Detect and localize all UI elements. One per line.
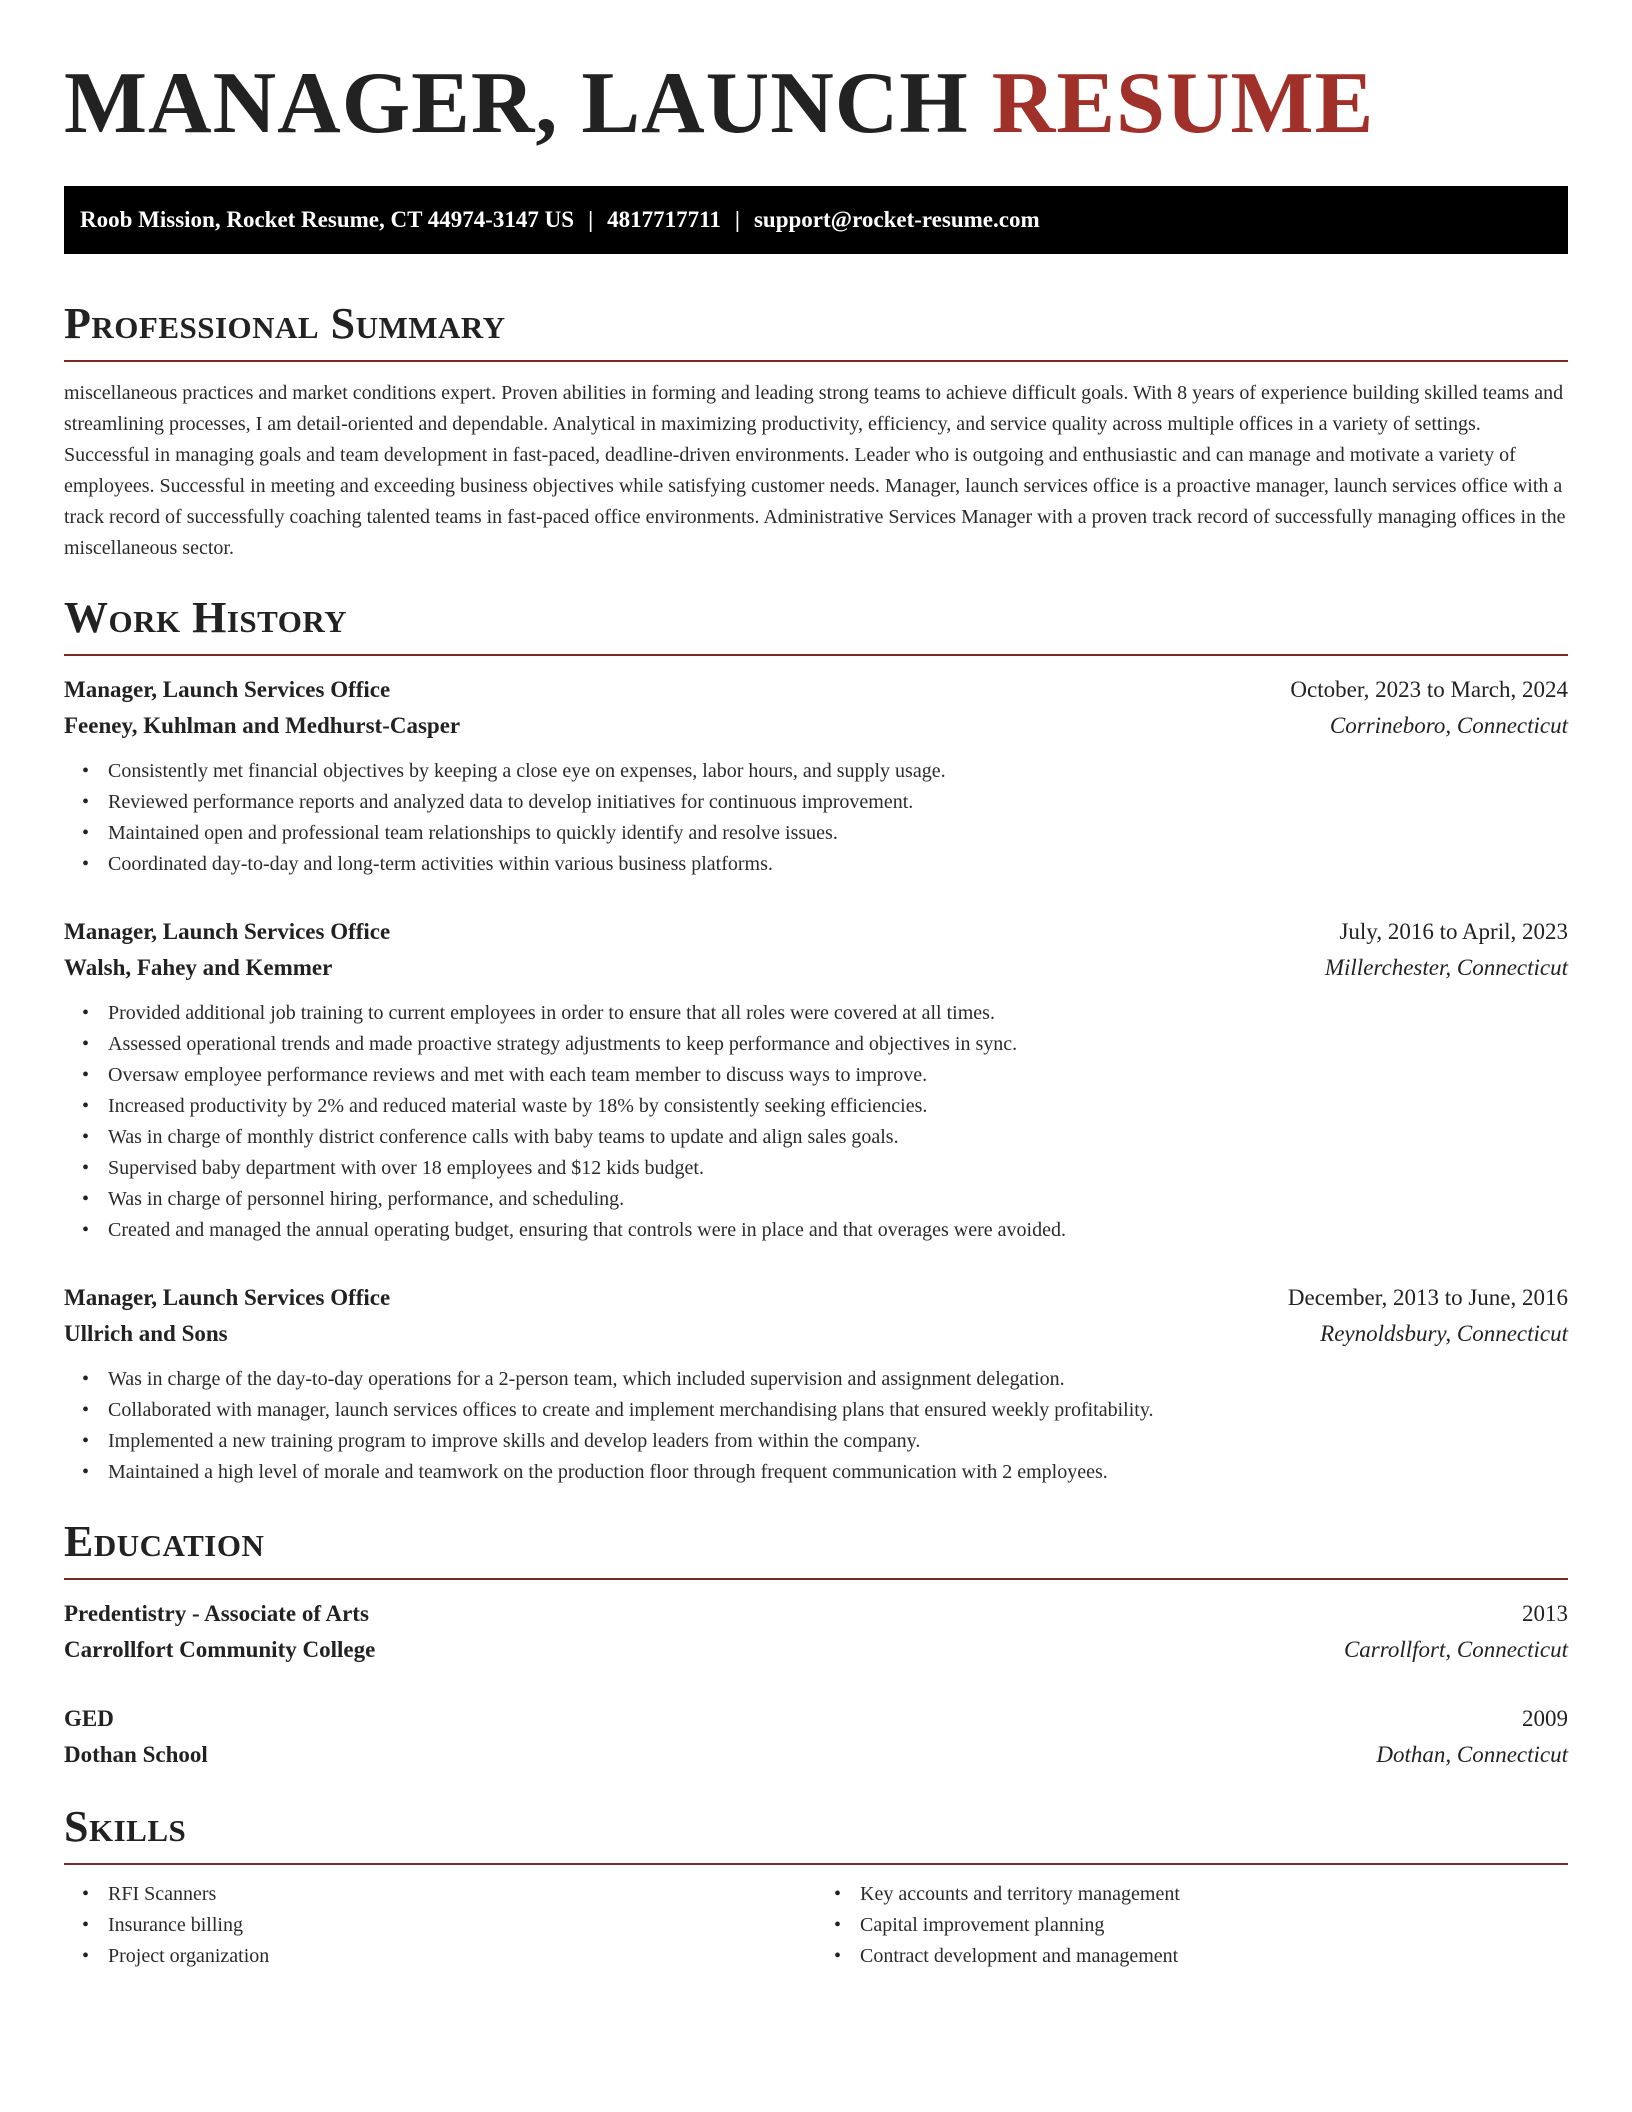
education-location: Dothan, Connecticut [1376,1742,1568,1767]
resume-title [64,52,1568,156]
job-entry [64,672,1568,880]
list-item: • Assessed operational trends and made proactive strategy adjustments to keep performance and objectives in sync. [108,1029,1568,1060]
list-item: • Implemented a new training program to improve skills and develop leaders from within the company. [108,1426,1568,1457]
list-item: • Maintained open and professional team relationships to quickly identify and resolve issues. [108,818,1568,849]
list-item: • Oversaw employee performance reviews and met with each team member to discuss ways to improve. [108,1060,1568,1091]
work-section [64,592,1568,1488]
skill-item: • Capital improvement planning [860,1910,1568,1941]
job-dates: December, 2013 to June, 2016 [1287,1285,1568,1310]
job-company-row [64,708,1568,744]
section-divider [64,654,1568,656]
job-entry [64,914,1568,1246]
skills-columns [64,1879,1568,1972]
section-title-work: Work History [64,593,348,642]
job-header-row [64,1280,1568,1316]
education-school: Carrollfort Community College [64,1637,376,1662]
contact-separator: | [588,207,594,232]
skill-item: • Insurance billing [108,1910,816,1941]
section-title-education: Education [64,1517,265,1566]
job-header-row [64,914,1568,950]
job-location: Reynoldsbury, Connecticut [1320,1321,1568,1346]
section-divider [64,1578,1568,1580]
job-bullets [64,1364,1568,1488]
job-title: Manager, Launch Services Office [64,677,391,702]
skill-item: • Project organization [108,1941,816,1972]
job-company: Feeney, Kuhlman and Medhurst-Casper [64,713,461,738]
contact-separator: | [734,207,740,232]
job-bullets [64,756,1568,880]
education-degree-row [64,1596,1568,1632]
job-company-row [64,1316,1568,1352]
skill-item: • Key accounts and territory management [860,1879,1568,1910]
education-year: 2009 [1522,1706,1568,1731]
list-item: • Created and managed the annual operating budget, ensuring that controls were in place and that overages were avoided. [108,1215,1568,1246]
education-school-row [64,1632,1568,1668]
list-item: • Increased productivity by 2% and reduced material waste by 18% by consistently seeking efficiencies. [108,1091,1568,1122]
job-dates: October, 2023 to March, 2024 [1290,677,1568,702]
job-title: Manager, Launch Services Office [64,1285,391,1310]
job-bullets [64,998,1568,1246]
title-accent: RESUME [991,55,1375,152]
list-item: • Was in charge of the day-to-day operations for a 2-person team, which included supervision and assignment delegation. [108,1364,1568,1395]
job-company: Walsh, Fahey and Kemmer [64,955,333,980]
list-item: • Maintained a high level of morale and teamwork on the production floor through frequent communication with 2 employees. [108,1457,1568,1488]
education-year: 2013 [1522,1601,1568,1626]
education-school-row [64,1737,1568,1773]
job-company-row [64,950,1568,986]
job-company: Ullrich and Sons [64,1321,228,1346]
education-degree: Predentistry - Associate of Arts [64,1601,369,1626]
job-header-row [64,672,1568,708]
education-degree: GED [64,1706,114,1731]
title-main: MANAGER, LAUNCH [64,55,969,152]
skill-item: • RFI Scanners [108,1879,816,1910]
contact-email: support@rocket-resume.com [753,207,1040,232]
job-title: Manager, Launch Services Office [64,919,391,944]
summary-text: miscellaneous practices and market conditions expert. Proven abilities in forming and leading strong teams to achieve difficult goals. With 8 years of experience building skilled teams and streamlining processes, I am detail-oriented and dependable. Analytical in maximizing productivity, efficiency, and service quality across multiple offices in a variety of settings. Successful in managing goals and team development in fast-paced, deadline-driven environments. Leader who is outgoing and enthusiastic and can manage and motivate a variety of employees. Successful in meeting and exceeding business objectives while satisfying customer needs. Manager, launch services office is a proactive manager, launch services office with a track record of successfully coaching talented teams in fast-paced office environments. Administrative Services Manager with a proven track record of successfully managing offices in the miscellaneous sector. [64,382,1566,559]
job-location: Corrineboro, Connecticut [1329,713,1568,738]
section-divider [64,1863,1568,1865]
list-item: • Supervised baby department with over 18 employees and $12 kids budget. [108,1153,1568,1184]
list-item: • Coordinated day-to-day and long-term activities within various business platforms. [108,849,1568,880]
job-location: Millerchester, Connecticut [1324,955,1568,980]
education-entry [64,1596,1568,1668]
list-item: • Was in charge of monthly district conference calls with baby teams to update and align sales goals. [108,1122,1568,1153]
summary-section [64,298,1568,564]
job-dates: July, 2016 to April, 2023 [1339,919,1568,944]
contact-address: Roob Mission, Rocket Resume, CT 44974-3147 US [80,207,575,232]
contact-phone: 4817717711 [607,207,721,232]
education-section [64,1516,1568,1773]
education-entry [64,1701,1568,1773]
education-location: Carrollfort, Connecticut [1343,1637,1568,1662]
skill-item: • Contract development and management [860,1941,1568,1972]
section-title-summary: Professional Summary [64,299,506,348]
job-entry [64,1280,1568,1488]
job-list [64,672,1568,1488]
contact-bar [64,186,1568,254]
section-divider [64,360,1568,362]
list-item: • Provided additional job training to current employees in order to ensure that all roles were covered at all times. [108,998,1568,1029]
skills-list-left [64,1879,816,1972]
list-item: • Was in charge of personnel hiring, performance, and scheduling. [108,1184,1568,1215]
skills-section [64,1801,1568,1972]
list-item: • Consistently met financial objectives by keeping a close eye on expenses, labor hours, and supply usage. [108,756,1568,787]
education-school: Dothan School [64,1742,208,1767]
list-item: • Collaborated with manager, launch services offices to create and implement merchandising plans that ensured weekly profitability. [108,1395,1568,1426]
section-title-skills: Skills [64,1802,187,1851]
education-degree-row [64,1701,1568,1737]
skills-list-right [816,1879,1568,1972]
list-item: • Reviewed performance reports and analyzed data to develop initiatives for continuous improvement. [108,787,1568,818]
